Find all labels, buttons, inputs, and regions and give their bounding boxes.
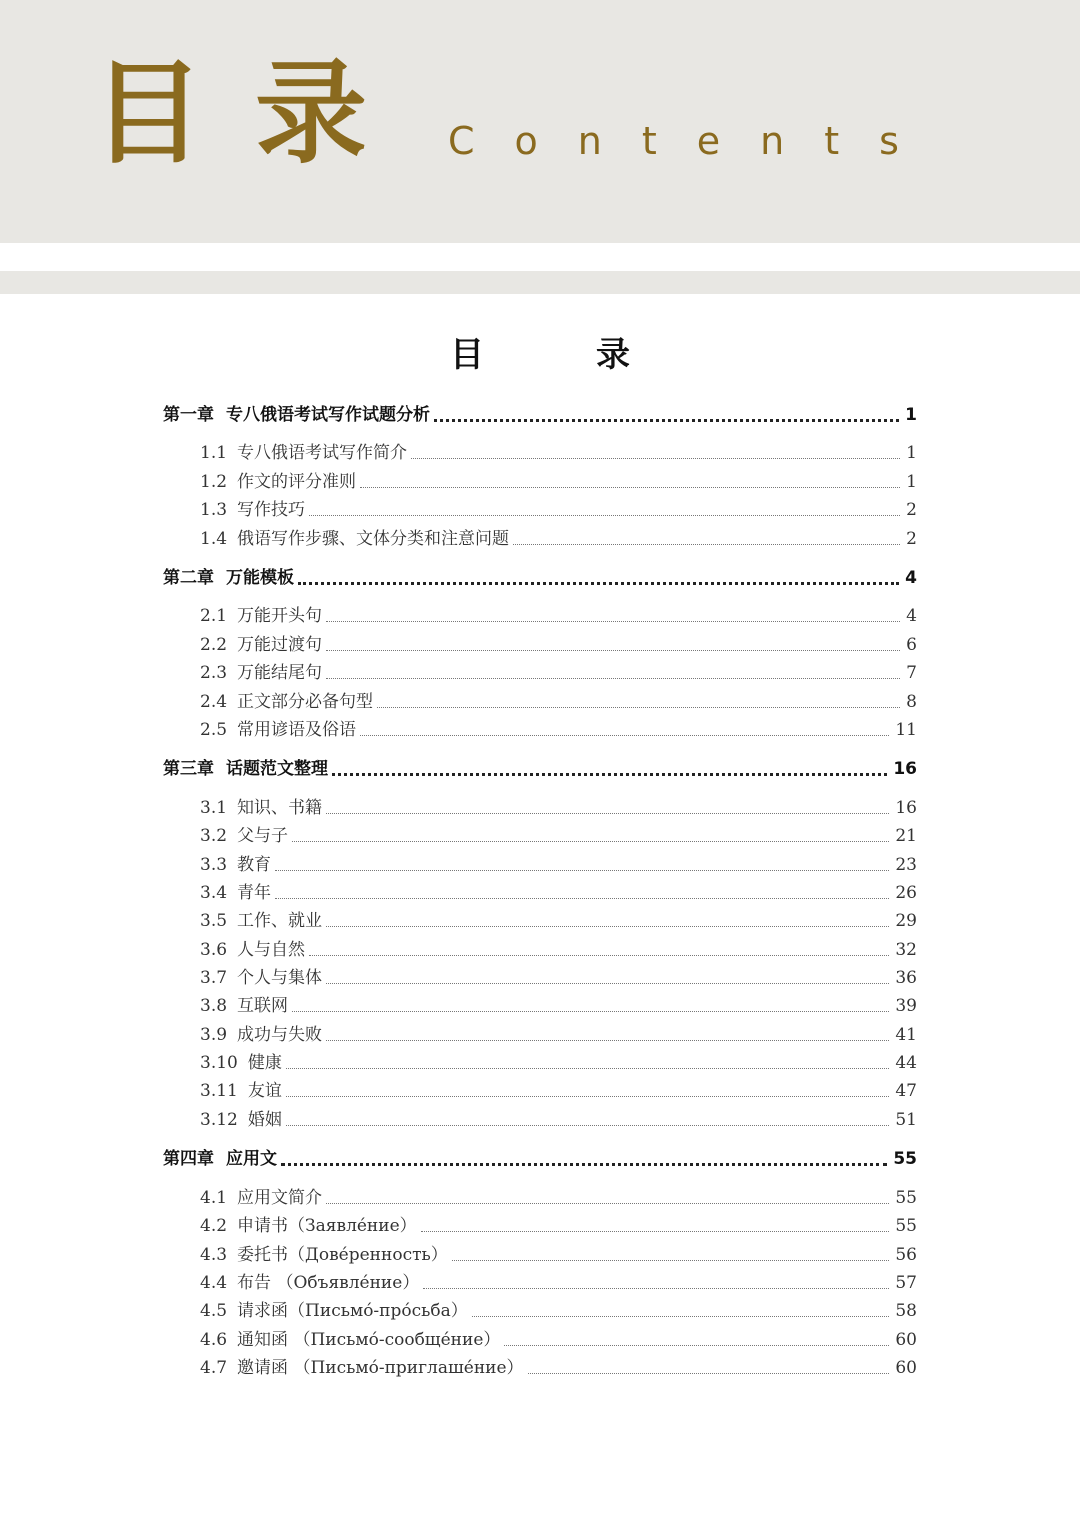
section-page-number: 55 — [895, 1188, 917, 1208]
section-title: 知识、书籍 — [237, 798, 323, 818]
section-label — [200, 603, 326, 629]
banner-title-cn: 目 录 — [92, 48, 373, 179]
toc-section-row[interactable] — [200, 993, 917, 1019]
toc-section-row[interactable] — [200, 1050, 917, 1076]
section-page-number: 16 — [895, 798, 917, 818]
toc-section-row[interactable] — [200, 1107, 917, 1133]
section-page-number: 41 — [895, 1024, 917, 1045]
section-title: 写作技巧 — [237, 500, 306, 520]
section-title: 通知函 （Письмо́-сообще́ние） — [237, 1329, 501, 1350]
section-label — [200, 717, 360, 743]
section-page-number: 2 — [906, 528, 917, 549]
section-label — [200, 1050, 286, 1076]
section-title: 青年 — [237, 882, 272, 903]
chapter-title: 话题范文整理 — [226, 759, 328, 779]
section-label — [200, 526, 513, 552]
dot-leader — [332, 773, 887, 776]
section-label — [200, 880, 275, 906]
chapter-title: 专八俄语考试写作试题分析 — [226, 405, 430, 425]
section-label — [200, 497, 309, 523]
toc-section-row[interactable] — [200, 1242, 917, 1268]
toc-title — [0, 335, 1080, 375]
section-number: 3.10 — [200, 1052, 238, 1073]
section-page-number: 26 — [895, 882, 917, 903]
chapter-label — [163, 1146, 281, 1172]
section-number: 3.11 — [200, 1081, 238, 1102]
section-page-number: 55 — [895, 1216, 917, 1237]
section-number: 1.1 — [200, 443, 228, 463]
dot-leader — [326, 813, 889, 814]
section-number: 1.4 — [200, 528, 228, 549]
section-label — [200, 1078, 286, 1104]
toc-section-row[interactable] — [200, 1298, 917, 1324]
section-number: 3.3 — [200, 854, 228, 875]
section-title: 万能过渡句 — [237, 634, 323, 655]
section-page-number: 44 — [895, 1052, 917, 1073]
section-label — [200, 632, 326, 658]
dot-leader — [411, 458, 900, 459]
chapter-number: 第二章 — [163, 568, 214, 588]
section-title: 教育 — [237, 854, 272, 875]
chapter-number: 第四章 — [163, 1149, 214, 1169]
section-title: 常用谚语及俗语 — [237, 720, 357, 740]
section-label — [200, 852, 275, 878]
dot-leader — [326, 678, 900, 679]
section-title: 专八俄语考试写作简介 — [237, 443, 408, 463]
section-label — [200, 1355, 528, 1381]
section-label — [200, 1185, 326, 1211]
toc-section-row[interactable] — [200, 497, 917, 523]
section-title: 作文的评分准则 — [237, 471, 357, 492]
section-label — [200, 440, 411, 466]
section-title: 布告 （Объявле́ние） — [237, 1272, 420, 1293]
toc-section-row[interactable] — [200, 660, 917, 686]
section-page-number: 60 — [895, 1329, 917, 1350]
dot-leader — [286, 1096, 890, 1097]
section-number: 4.1 — [200, 1188, 228, 1208]
toc-chapter-row[interactable] — [163, 756, 917, 782]
section-number: 3.1 — [200, 798, 228, 818]
dot-leader — [286, 1125, 890, 1126]
toc-section-row[interactable] — [200, 880, 917, 906]
chapter-page-number: 16 — [893, 759, 917, 779]
section-number: 2.2 — [200, 634, 228, 655]
section-number: 2.3 — [200, 663, 228, 683]
section-number: 3.7 — [200, 967, 228, 988]
dot-leader — [452, 1260, 890, 1261]
toc-chapter-row[interactable] — [163, 565, 917, 591]
dot-leader — [309, 955, 889, 956]
section-label — [200, 993, 292, 1019]
toc-chapter-row[interactable] — [163, 402, 917, 428]
chapter-title: 应用文 — [226, 1149, 277, 1169]
chapter-number: 第一章 — [163, 405, 214, 425]
chapter-title: 万能模板 — [226, 568, 294, 588]
divider-band — [0, 271, 1080, 294]
dot-leader — [286, 1068, 890, 1069]
chapter-label — [163, 565, 298, 591]
dot-leader — [298, 582, 899, 585]
section-number: 2.1 — [200, 606, 228, 626]
section-page-number: 1 — [906, 443, 917, 463]
dot-leader — [275, 870, 889, 871]
section-title: 申请书（Заявле́ние） — [237, 1216, 417, 1237]
section-page-number: 58 — [895, 1301, 917, 1322]
section-number: 2.4 — [200, 691, 228, 712]
section-title: 应用文简介 — [237, 1188, 323, 1208]
header-banner — [0, 0, 1080, 243]
section-label — [200, 823, 292, 849]
toc-section-row[interactable] — [200, 603, 917, 629]
toc-chapter-row[interactable] — [163, 1146, 917, 1172]
dot-leader — [360, 487, 900, 488]
section-number: 4.4 — [200, 1272, 228, 1293]
section-page-number: 51 — [895, 1109, 917, 1130]
chapter-page-number: 4 — [905, 568, 917, 588]
section-page-number: 60 — [895, 1357, 917, 1378]
toc-section-row[interactable] — [200, 965, 917, 991]
section-label — [200, 1270, 423, 1296]
toc-section-row[interactable] — [200, 469, 917, 495]
section-label — [200, 469, 360, 495]
dot-leader — [377, 707, 900, 708]
dot-leader — [326, 621, 900, 622]
banner-title-en: Contents — [448, 119, 939, 163]
section-label — [200, 1107, 286, 1133]
section-page-number: 11 — [895, 720, 917, 740]
section-title: 健康 — [247, 1052, 282, 1073]
dot-leader — [292, 841, 889, 842]
section-title: 请求函（Письмо́-про́сьба） — [237, 1301, 468, 1322]
section-title: 个人与集体 — [237, 967, 323, 988]
section-title: 人与自然 — [237, 939, 306, 960]
section-number: 3.2 — [200, 826, 228, 847]
section-title: 成功与失败 — [237, 1024, 323, 1045]
toc-title-right: 录 — [596, 335, 630, 375]
section-title: 互联网 — [237, 996, 289, 1017]
section-title: 友谊 — [247, 1081, 282, 1102]
dot-leader — [528, 1373, 890, 1374]
toc-section-row[interactable] — [200, 632, 917, 658]
section-title: 父与子 — [237, 826, 289, 847]
section-number: 3.4 — [200, 882, 228, 903]
section-title: 俄语写作步骤、文体分类和注意问题 — [237, 528, 510, 549]
dot-leader — [326, 1203, 889, 1204]
dot-leader — [421, 1231, 890, 1232]
section-page-number: 47 — [895, 1081, 917, 1102]
section-page-number: 2 — [906, 500, 917, 520]
chapter-label — [163, 402, 434, 428]
section-title: 婚姻 — [247, 1109, 282, 1130]
section-page-number: 21 — [895, 826, 917, 847]
toc-section-row[interactable] — [200, 1078, 917, 1104]
toc-section-row[interactable] — [200, 1022, 917, 1048]
section-number: 4.2 — [200, 1216, 228, 1237]
toc-section-row[interactable] — [200, 717, 917, 743]
dot-leader — [513, 544, 900, 545]
section-title: 万能开头句 — [237, 606, 323, 626]
toc-title-left: 目 — [450, 335, 484, 375]
section-number: 3.12 — [200, 1109, 238, 1130]
section-number: 2.5 — [200, 720, 228, 740]
toc-section-row[interactable] — [200, 1270, 917, 1296]
dot-leader — [423, 1288, 889, 1289]
section-page-number: 4 — [906, 606, 917, 626]
dot-leader — [504, 1345, 889, 1346]
dot-leader — [326, 650, 900, 651]
toc-section-row[interactable] — [200, 795, 917, 821]
section-label — [200, 1022, 326, 1048]
section-page-number: 1 — [906, 471, 917, 492]
section-number: 3.5 — [200, 911, 228, 932]
dot-leader — [281, 1163, 887, 1166]
dot-leader — [434, 419, 899, 422]
toc-section-row[interactable] — [200, 1327, 917, 1353]
section-number: 1.3 — [200, 500, 228, 520]
chapter-page-number: 55 — [893, 1149, 917, 1169]
section-page-number: 7 — [906, 663, 917, 683]
section-number: 3.9 — [200, 1024, 228, 1045]
section-number: 3.6 — [200, 939, 228, 960]
chapter-page-number: 1 — [905, 405, 917, 425]
section-label — [200, 1298, 472, 1324]
section-page-number: 6 — [906, 634, 917, 655]
toc-section-row[interactable] — [200, 937, 917, 963]
dot-leader — [326, 983, 889, 984]
section-number: 4.5 — [200, 1301, 228, 1322]
section-title: 万能结尾句 — [237, 663, 323, 683]
section-page-number: 36 — [895, 967, 917, 988]
section-number: 3.8 — [200, 996, 228, 1017]
section-page-number: 29 — [895, 911, 917, 932]
dot-leader — [309, 515, 900, 516]
dot-leader — [292, 1011, 889, 1012]
section-number: 4.7 — [200, 1357, 228, 1378]
section-label — [200, 908, 326, 934]
section-label — [200, 660, 326, 686]
section-page-number: 39 — [895, 996, 917, 1017]
toc-section-row[interactable] — [200, 1213, 917, 1239]
section-page-number: 8 — [906, 691, 917, 712]
section-page-number: 32 — [895, 939, 917, 960]
section-label — [200, 1242, 452, 1268]
toc-section-row[interactable] — [200, 1355, 917, 1381]
dot-leader — [472, 1316, 890, 1317]
section-label — [200, 937, 309, 963]
section-title: 委托书（Дове́ренность） — [237, 1244, 448, 1265]
section-label — [200, 1213, 421, 1239]
section-title: 正文部分必备句型 — [237, 691, 374, 712]
toc-section-row[interactable] — [200, 823, 917, 849]
section-label — [200, 689, 377, 715]
section-label — [200, 965, 326, 991]
section-page-number: 56 — [895, 1244, 917, 1265]
section-label — [200, 795, 326, 821]
chapter-label — [163, 756, 332, 782]
section-title: 邀请函 （Письмо́-приглаше́ние） — [237, 1357, 524, 1378]
section-page-number: 57 — [895, 1272, 917, 1293]
dot-leader — [360, 735, 889, 736]
dot-leader — [326, 1040, 889, 1041]
toc-section-row[interactable] — [200, 908, 917, 934]
section-number: 1.2 — [200, 471, 228, 492]
toc-section-row[interactable] — [200, 440, 917, 466]
section-label — [200, 1327, 504, 1353]
section-title: 工作、就业 — [237, 911, 323, 932]
toc-section-row[interactable] — [200, 1185, 917, 1211]
toc-section-row[interactable] — [200, 689, 917, 715]
section-page-number: 23 — [895, 854, 917, 875]
toc-section-row[interactable] — [200, 852, 917, 878]
dot-leader — [326, 926, 889, 927]
section-number: 4.6 — [200, 1329, 228, 1350]
toc-section-row[interactable] — [200, 526, 917, 552]
dot-leader — [275, 898, 889, 899]
chapter-number: 第三章 — [163, 759, 214, 779]
section-number: 4.3 — [200, 1244, 228, 1265]
